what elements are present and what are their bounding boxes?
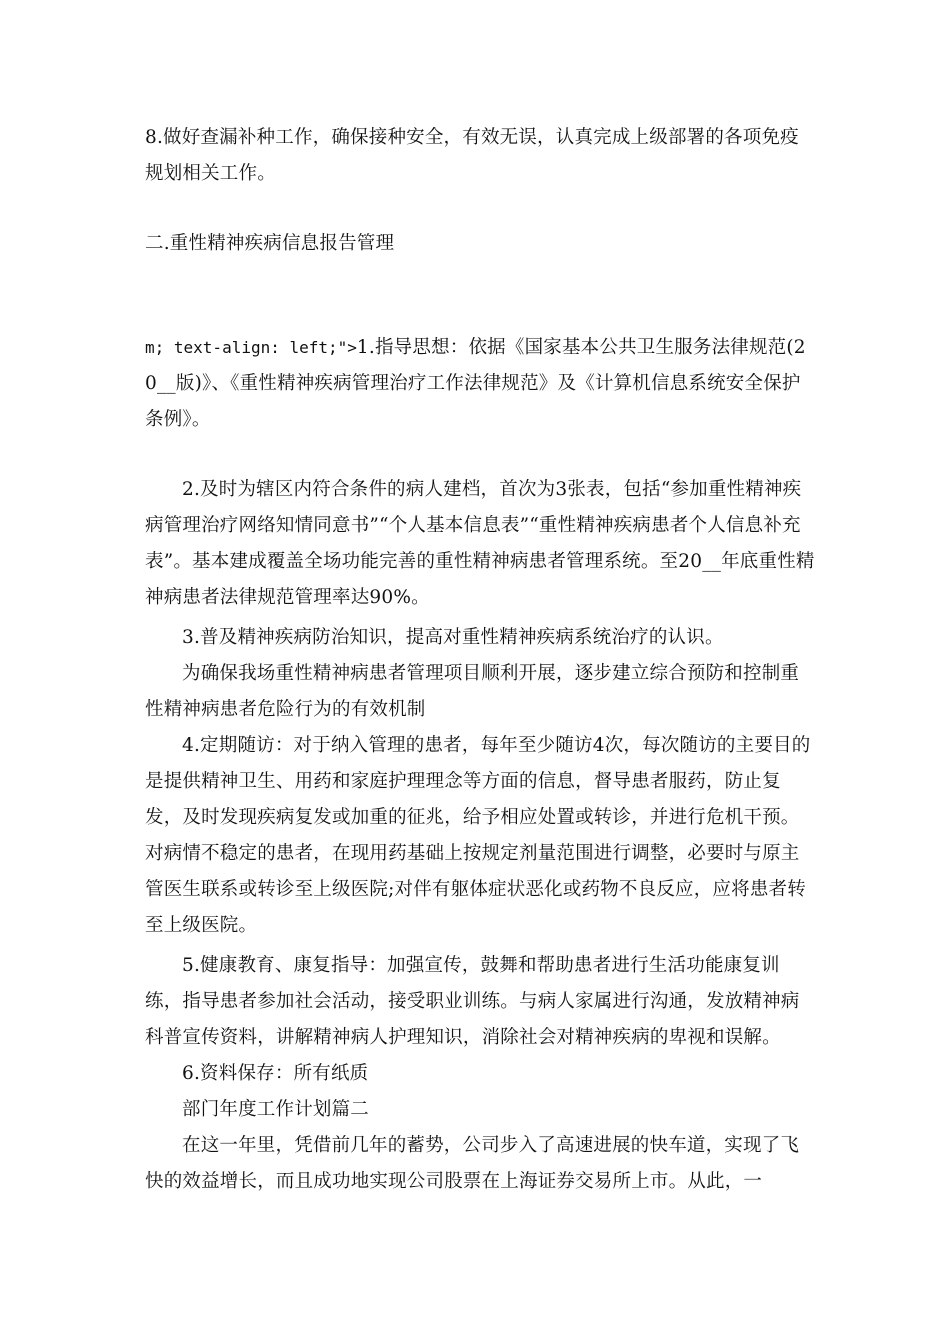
paragraph-item-6: 6.资料保存：所有纸质: [182, 1063, 369, 1084]
paragraph-item-3: 3.普及精神疾病防治知识，提高对重性精神疾病系统治疗的认识。: [182, 627, 724, 648]
paragraph-company-growth: 在这一年里，凭借前几年的蓄势，公司步入了高速进展的快车道，实现了飞快的效益增长，而且成功地实现公司股票在上海证券交易所上市。从此，一: [145, 1135, 800, 1192]
paragraph-item-4: 4.定期随访：对于纳入管理的患者，每年至少随访4次，每次随访的主要目的是提供精神卫生、用药和家庭护理理念等方面的信息，督导患者服药，防止复发，及时发现疾病复发或加重的征兆，给予相应处置或转诊，并进行危机干预。对病情不稳定的患者，在现用药基础上按规定剂量范围进行调整，必要时与原主管医生联系或转诊至上级医院;对伴有躯体症状恶化或药物不良反应，应将患者转至上级医院。: [145, 735, 811, 936]
paragraph-item-5: 5.健康教育、康复指导：加强宣传，鼓舞和帮助患者进行生活功能康复训练，指导患者参加社会活动，接受职业训练。与病人家属进行沟通，发放精神病科普宣传资料，讲解精神病人护理知识，消除社会对精神疾病的卑视和误解。: [145, 955, 800, 1048]
section-title-part-two: 部门年度工作计划篇二: [182, 1099, 370, 1120]
section-heading: 二.重性精神疾病信息报告管理: [145, 233, 395, 254]
stray-code-fragment: m; text-align: left;">: [145, 338, 357, 357]
guiding-principle-text: 1.指导思想：依据《国家基本公共卫生服务法律规范(20__版)》、《重性精神疾病管理治疗工作法律规范》及《计算机信息系统安全保护条例》。: [145, 337, 806, 430]
paragraph-guiding-principle: [145, 330, 815, 438]
paragraph-item-2: 2.及时为辖区内符合条件的病人建档，首次为3张表，包括“参加重性精神疾病管理治疗网络知情同意书”“个人基本信息表”“重性精神疾病患者个人信息补充表”。基本建成覆盖全场功能完善的重性精神病患者管理系统。至20__年底重性精神病患者法律规范管理率达90%。: [145, 479, 815, 608]
paragraph-mechanism: 为确保我场重性精神病患者管理项目顺利开展，逐步建立综合预防和控制重性精神病患者危险行为的有效机制: [145, 663, 800, 720]
paragraph-item-8: 8.做好查漏补种工作，确保接种安全，有效无误，认真完成上级部署的各项免疫规划相关工作。: [145, 127, 799, 184]
